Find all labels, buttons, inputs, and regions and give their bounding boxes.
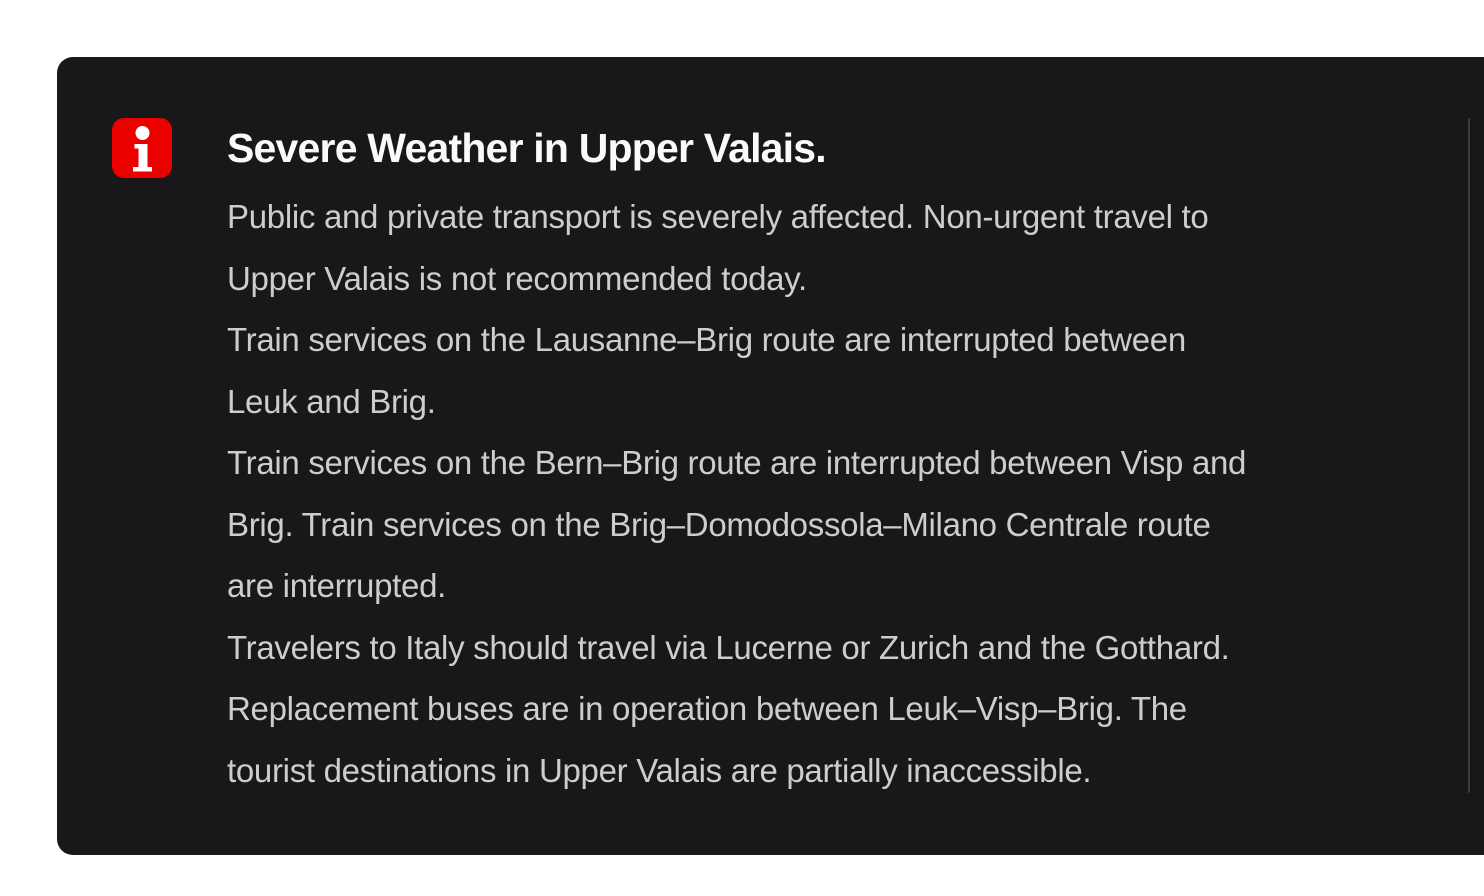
alert-text-line: Brig. Train services on the Brig–Domodossola–Milano Centrale route [227,505,1211,543]
alert-paragraph [227,617,1442,802]
alert-title: Severe Weather in Upper Valais. [227,125,826,171]
alert-text-line: Leuk and Brig. [227,382,436,420]
alert-content [227,118,1442,801]
info-icon [112,118,172,178]
alert-text-line: Travelers to Italy should travel via Lucerne or Zurich and the Gotthard. [227,628,1230,666]
alert-text-line: Replacement buses are in operation between Leuk–Visp–Brig. The [227,690,1187,727]
alert-text-line: are interrupted. [227,567,446,604]
alert-text-line: Train services on the Bern–Brig route are interrupted between Visp and [227,444,1247,481]
alert-paragraph [227,309,1442,432]
scrollbar-thumb[interactable] [1468,118,1470,793]
alert-text-line: tourist destinations in Upper Valais are partially inaccessible. [227,751,1092,789]
alert-paragraph [227,432,1442,617]
alert-text-line: Upper Valais is not recommended today. [227,259,807,297]
alert-body [227,186,1442,801]
alert-text-line: Train services on the Lausanne–Brig route are interrupted between [227,321,1186,358]
weather-alert-card [57,57,1484,855]
alert-text-line: Public and private transport is severely affected. Non-urgent travel to [227,198,1209,235]
alert-paragraph [227,186,1442,309]
